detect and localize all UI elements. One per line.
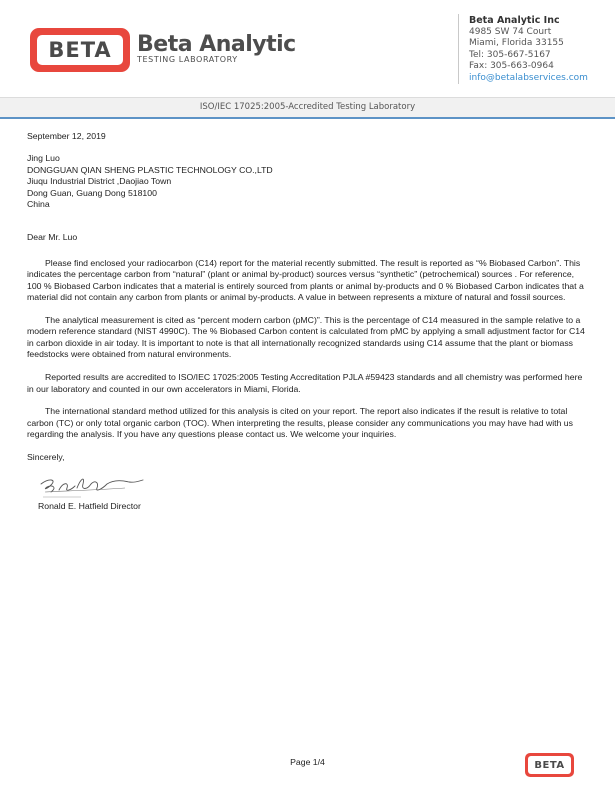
brand-subtitle: TESTING LABORATORY: [137, 55, 238, 64]
closing: Sincerely,: [27, 452, 65, 463]
recipient-city: Dong Guan, Guang Dong 518100: [27, 187, 157, 198]
footer-beta-logo: [525, 753, 574, 777]
brand: [137, 33, 296, 64]
page-number: Page 1/4: [290, 757, 325, 767]
accreditation-banner: ISO/IEC 17025:2005-Accredited Testing Laboratory: [0, 97, 615, 119]
recipient-address: [27, 153, 587, 210]
letter-body: [27, 131, 587, 512]
contact-company: Beta Analytic Inc: [469, 15, 560, 26]
brand-name: Beta Analytic: [137, 32, 296, 57]
paragraph-2: The analytical measurement is cited as “percent modern carbon (pMC)”. This is the percentage of C14 measured in the sample relative to a modern reference standard (NIST 4990C). The % Biobased Carbon content is calculated from pMC by applying a small adjustment factor for C14 in carbon dioxide in air today. It is important to note is that all internationally recognized standards using C14 assume that the plant or biomass feedstocks were obtained from natural environments.: [27, 314, 585, 360]
logo-text: BETA: [48, 38, 112, 62]
recipient-street: Jiuqu Industrial District ,Daojiao Town: [27, 176, 172, 187]
salutation: Dear Mr. Luo: [27, 232, 78, 243]
beta-logo: [30, 28, 130, 72]
contact-fax: Fax: 305-663-0964: [469, 61, 554, 71]
letter-date: September 12, 2019: [27, 131, 106, 141]
paragraph-4: The international standard method utilized for this analysis is cited on your report. The report also indicates if the result is relative to total carbon (TC) or only total organic carbon (TOC). When interpreting the results, please consider any communications you may have had with us regarding the analysis. If you have any questions please contact us. We welcome your inquiries.: [27, 406, 573, 440]
recipient-company: DONGGUAN QIAN SHENG PLASTIC TECHNOLOGY CO.,LTD: [27, 164, 273, 175]
signer-name: Ronald E. Hatfield Director: [38, 500, 141, 511]
contact-address-line-1: 4985 SW 74 Court: [469, 26, 552, 37]
footer-logo-text: BETA: [534, 759, 565, 771]
contact-block: [469, 15, 588, 84]
letterhead: [0, 0, 615, 96]
recipient-country: China: [27, 199, 50, 210]
contact-address-line-2: Miami, Florida 33155: [469, 38, 564, 48]
paragraph-3: Reported results are accredited to ISO/IEC 17025:2005 Testing Accreditation PJLA #59423 standards and all chemistry was performed here in our laboratory and counted in our own accelerators in Miami, Florida.: [27, 372, 583, 394]
recipient-name: Jing Luo: [27, 153, 60, 164]
contact-tel: Tel: 305-667-5167: [469, 49, 551, 60]
header-divider: [458, 14, 459, 84]
contact-email-link[interactable]: info@betalabservices.com: [469, 72, 588, 83]
handwritten-signature: [35, 468, 147, 500]
paragraph-1: Please find enclosed your radiocarbon (C14) report for the material recently submitted. The result is reported as “% Biobased Carbon”. This indicates the percentage carbon from “natural” (plant or animal by-product) sources versus “synthetic” (petrochemical) sources . For reference, 100 % Biobased Carbon indicates that a material is entirely sourced from plants or animal by-products and 0 % Biobased Carbon indicates that a material did not contain any carbon from plants or animal by-products. A value in between represents a mixture of natural and fossil sources.: [27, 257, 584, 303]
